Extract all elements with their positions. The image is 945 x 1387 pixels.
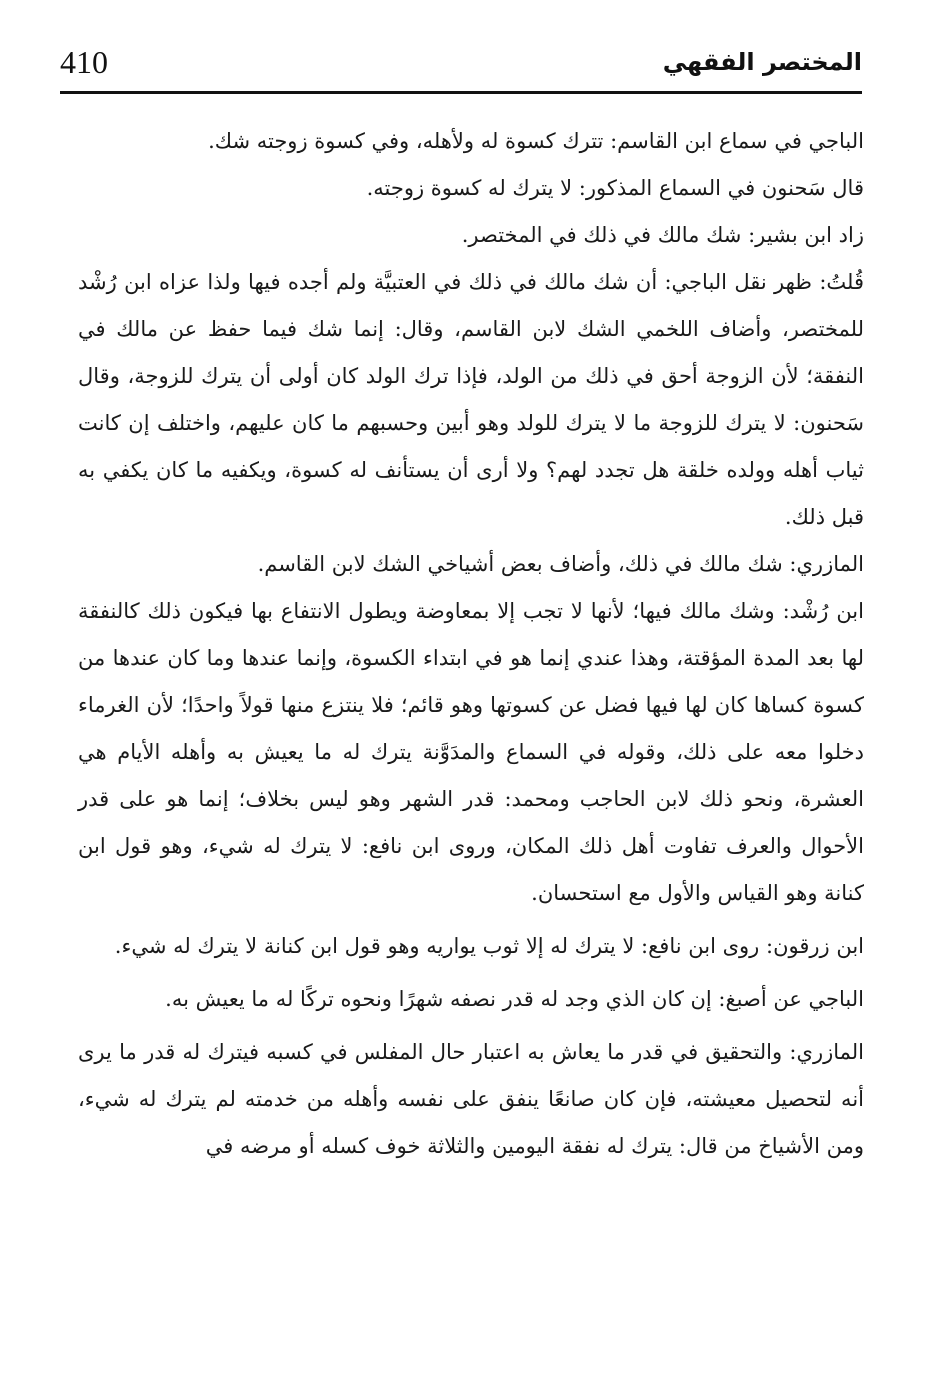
- paragraph: الباجي في سماع ابن القاسم: تترك كسوة له ولأهله، وفي كسوة زوجته شك.: [208, 129, 864, 153]
- paragraph: المازري: شك مالك في ذلك، وأضاف بعض أشياخي الشك لابن القاسم.: [257, 552, 864, 576]
- body-text: [78, 118, 864, 1170]
- paragraph: المازري: والتحقيق في قدر ما يعاش به اعتبار حال المفلس في كسبه فيترك له قدر ما يرى أنه لتحصيل معيشته، فإن كان صانعًا ينفق على نفسه وأهله من خدمته لم يترك له شيء، ومن الأشياخ من قال: يترك له نفقة اليومين والثلاثة خوف كسله أو مرضه في: [78, 1040, 864, 1158]
- paragraph: ابن زرقون: روى ابن نافع: لا يترك له إلا ثوب يواريه وهو قول ابن كنانة لا يترك له شيء.: [114, 934, 864, 958]
- running-title: المختصر الفقهي: [662, 48, 862, 76]
- paragraph: الباجي عن أصبغ: إن كان الذي وجد له قدر نصفه شهرًا ونحوه تركًا له ما يعيش به.: [165, 987, 864, 1011]
- paragraph: ابن رُشْد: وشك مالك فيها؛ لأنها لا تجب إلا بمعاوضة ويطول الانتفاع بها فيكون ذلك كالنفقة لها بعد المدة المؤقتة، وهذا عندي إنما هو في ابتداء الكسوة، وإنما عندها وما كان عندها من كسوة كساها كان لها فيها فضل عن كسوتها وهو قائم؛ فلا ينتزع منها قولاً واحدًا؛ لأن الغرماء دخلوا معه على ذلك، وقوله في السماع والمدَوَّنة يترك له ما يعيش به وأهله الأيام هي العشرة، ونحو ذلك لابن الحاجب ومحمد: قدر الشهر وهو ليس بخلاف؛ إنما هو على قدر الأحوال والعرف تفاوت أهل ذلك المكان، وروى ابن نافع: لا يترك له شيء، وهو قول ابن كنانة وهو القياس والأول مع استحسان.: [78, 599, 864, 905]
- paragraph: زاد ابن بشير: شك مالك في ذلك في المختصر.: [461, 223, 864, 247]
- header-divider: [60, 91, 862, 94]
- page-header: [60, 42, 862, 88]
- paragraph: قال سَحنون في السماع المذكور: لا يترك له كسوة زوجته.: [366, 176, 864, 200]
- paragraph: قُلتُ: ظهر نقل الباجي: أن شك مالك في ذلك في العتبيَّة ولم أجده فيها ولذا عزاه ابن رُشْد للمختصر، وأضاف اللخمي الشك لابن القاسم، وقال: إنما شك فيما حفظ عن مالك في النفقة؛ لأن الزوجة أحق في ذلك من الولد، فإذا ترك الولد كان أولى أن يترك للزوجة، وقال سَحنون: لا يترك للزوجة ما لا يترك للولد وهو أبين وحسبهم ما كان عليهم، واختلف إن كانت ثياب أهله وولده خلقة هل تجدد لهم؟ ولا أرى أن يستأنف له كسوة، ويكفيه ما كان يكفي به قبل ذلك.: [78, 270, 864, 529]
- page-number: 410: [60, 44, 108, 80]
